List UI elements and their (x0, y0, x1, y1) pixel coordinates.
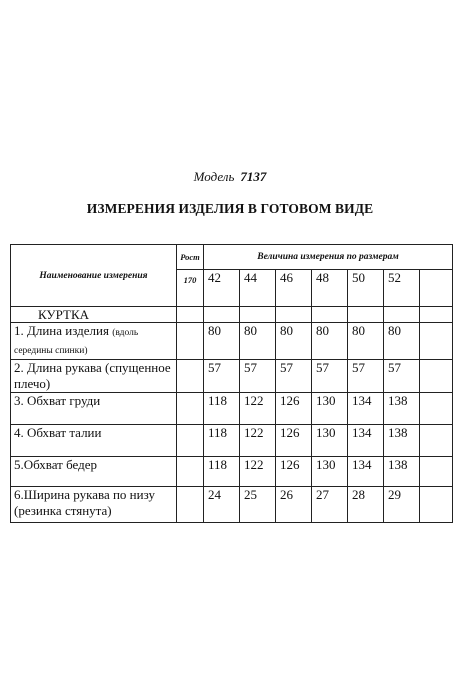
value-cell: 24 (204, 487, 240, 523)
empty-cell (420, 360, 453, 393)
value-cell: 134 (348, 425, 384, 457)
measurement-name: 3. Обхват груди (11, 393, 177, 425)
value-cell: 80 (276, 323, 312, 360)
size-46: 46 (276, 270, 312, 307)
empty-cell (177, 323, 204, 360)
empty-cell (177, 487, 204, 523)
section-label: КУРТКА (11, 307, 177, 323)
model-number: 7137 (240, 169, 267, 184)
value-cell: 138 (384, 393, 420, 425)
measurement-name: 6.Ширина рукава по низу (резинка стянута) (11, 487, 177, 523)
measurement-name: 1. Длина изделия (вдоль середины спинки) (11, 323, 177, 360)
value-cell: 122 (240, 393, 276, 425)
empty-cell (420, 323, 453, 360)
empty-cell (420, 425, 453, 457)
empty-cell (420, 307, 453, 323)
value-cell: 57 (384, 360, 420, 393)
value-cell: 118 (204, 457, 240, 487)
value-cell: 57 (240, 360, 276, 393)
empty-cell (276, 307, 312, 323)
value-cell: 118 (204, 393, 240, 425)
header-sizes: Величина измерения по размерам (204, 245, 453, 270)
empty-cell (312, 307, 348, 323)
size-44: 44 (240, 270, 276, 307)
value-cell: 80 (384, 323, 420, 360)
value-cell: 122 (240, 457, 276, 487)
value-cell: 57 (312, 360, 348, 393)
value-cell: 130 (312, 393, 348, 425)
size-52: 52 (384, 270, 420, 307)
empty-cell (177, 393, 204, 425)
empty-cell (420, 457, 453, 487)
table-row (11, 457, 453, 487)
value-cell: 80 (240, 323, 276, 360)
table-row (11, 323, 453, 360)
value-cell: 80 (204, 323, 240, 360)
value-cell: 28 (348, 487, 384, 523)
value-cell: 138 (384, 457, 420, 487)
table-row (11, 425, 453, 457)
value-cell: 130 (312, 425, 348, 457)
value-cell: 29 (384, 487, 420, 523)
measurement-name: 5.Обхват бедер (11, 457, 177, 487)
model-label: Модель (193, 169, 235, 184)
document-title: ИЗМЕРЕНИЯ ИЗДЕЛИЯ В ГОТОВОМ ВИДЕ (86, 201, 374, 216)
empty-cell (420, 487, 453, 523)
value-cell: 134 (348, 457, 384, 487)
empty-cell (348, 307, 384, 323)
value-cell: 80 (348, 323, 384, 360)
measurement-name: 4. Обхват талии (11, 425, 177, 457)
value-cell: 27 (312, 487, 348, 523)
header-measurement-name: Наименование измерения (11, 245, 177, 307)
empty-cell (420, 270, 453, 307)
value-cell: 126 (276, 393, 312, 425)
empty-cell (204, 307, 240, 323)
value-cell: 57 (348, 360, 384, 393)
table-row (11, 393, 453, 425)
value-cell: 57 (204, 360, 240, 393)
empty-cell (420, 393, 453, 425)
measurement-name: 2. Длина рукава (спущенное плечо) (11, 360, 177, 393)
size-50: 50 (348, 270, 384, 307)
value-cell: 126 (276, 457, 312, 487)
header-growth: Рост (177, 245, 204, 270)
empty-cell (177, 360, 204, 393)
empty-cell (177, 457, 204, 487)
empty-cell (240, 307, 276, 323)
value-cell: 130 (312, 457, 348, 487)
value-cell: 118 (204, 425, 240, 457)
value-cell: 122 (240, 425, 276, 457)
table-row (11, 487, 453, 523)
value-cell: 134 (348, 393, 384, 425)
model-heading (0, 169, 460, 185)
value-cell: 25 (240, 487, 276, 523)
value-cell: 57 (276, 360, 312, 393)
section-row (11, 307, 453, 323)
value-cell: 126 (276, 425, 312, 457)
empty-cell (384, 307, 420, 323)
value-cell: 80 (312, 323, 348, 360)
value-cell: 138 (384, 425, 420, 457)
header-row-1 (11, 245, 453, 270)
value-cell: 26 (276, 487, 312, 523)
measurements-table (10, 244, 453, 523)
size-42: 42 (204, 270, 240, 307)
size-48: 48 (312, 270, 348, 307)
empty-cell (177, 425, 204, 457)
empty-cell (177, 307, 204, 323)
growth-value: 170 (177, 270, 204, 307)
table-row (11, 360, 453, 393)
